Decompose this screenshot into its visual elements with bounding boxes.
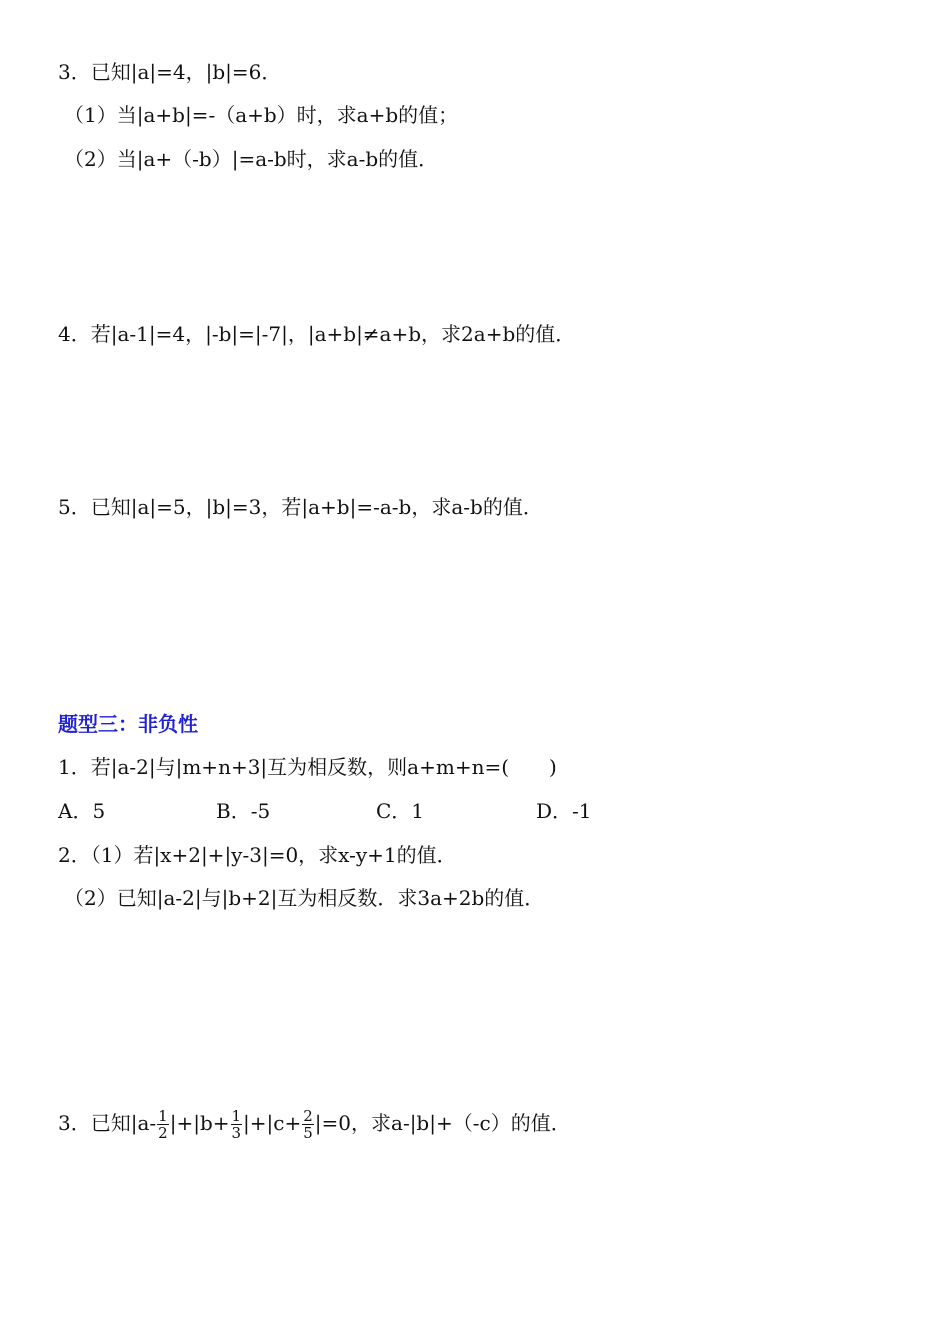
option-b: B．-5	[216, 799, 271, 823]
fraction-3-numerator: 2	[303, 1107, 313, 1125]
q3-mid-2: |+|c+	[243, 1111, 302, 1135]
fraction-1-3	[231, 1108, 243, 1141]
section3-question-1: 1．若|a-2|与|m+n+3|互为相反数，则a+m+n=( )	[58, 755, 557, 779]
section3-question-3	[58, 1105, 571, 1141]
problem-3-stem: 3．已知|a|=4，|b|=6．	[58, 60, 282, 84]
section3-question-2-part-2: （2）已知|a-2|与|b+2|互为相反数．求3a+2b的值．	[64, 886, 545, 910]
fraction-2-denominator: 3	[231, 1124, 242, 1142]
fraction-2-numerator: 1	[231, 1107, 242, 1125]
fraction-2-5	[302, 1108, 314, 1141]
fraction-1-denominator: 2	[158, 1124, 168, 1142]
option-d: D．-1	[536, 799, 592, 823]
problem-3-part-1: （1）当|a+b|=-（a+b）时，求a+b的值；	[64, 103, 459, 127]
question-1-options	[58, 797, 758, 825]
fraction-3-denominator: 5	[303, 1124, 313, 1142]
option-c: C．1	[376, 799, 425, 823]
q3-mid-1: |+|b+	[169, 1111, 230, 1135]
q3-suffix: |=0，求a-|b|+（-c）的值．	[314, 1111, 571, 1135]
option-a: A．5	[58, 799, 106, 823]
section-heading: 题型三：非负性	[58, 712, 198, 736]
section3-question-2-part-1: 2．（1）若|x+2|+|y-3|=0，求x-y+1的值．	[58, 843, 457, 867]
problem-4: 4．若|a-1|=4，|-b|=|-7|，|a+b|≠a+b，求2a+b的值．	[58, 322, 576, 346]
problem-5: 5．已知|a|=5，|b|=3，若|a+b|=-a-b，求a-b的值．	[58, 495, 543, 519]
problem-3-part-2: （2）当|a+（-b）|=a-b时，求a-b的值．	[64, 147, 439, 171]
q3-prefix: 3．已知|a-	[58, 1111, 157, 1135]
fraction-1-2	[157, 1108, 169, 1141]
fraction-1-numerator: 1	[158, 1107, 168, 1125]
